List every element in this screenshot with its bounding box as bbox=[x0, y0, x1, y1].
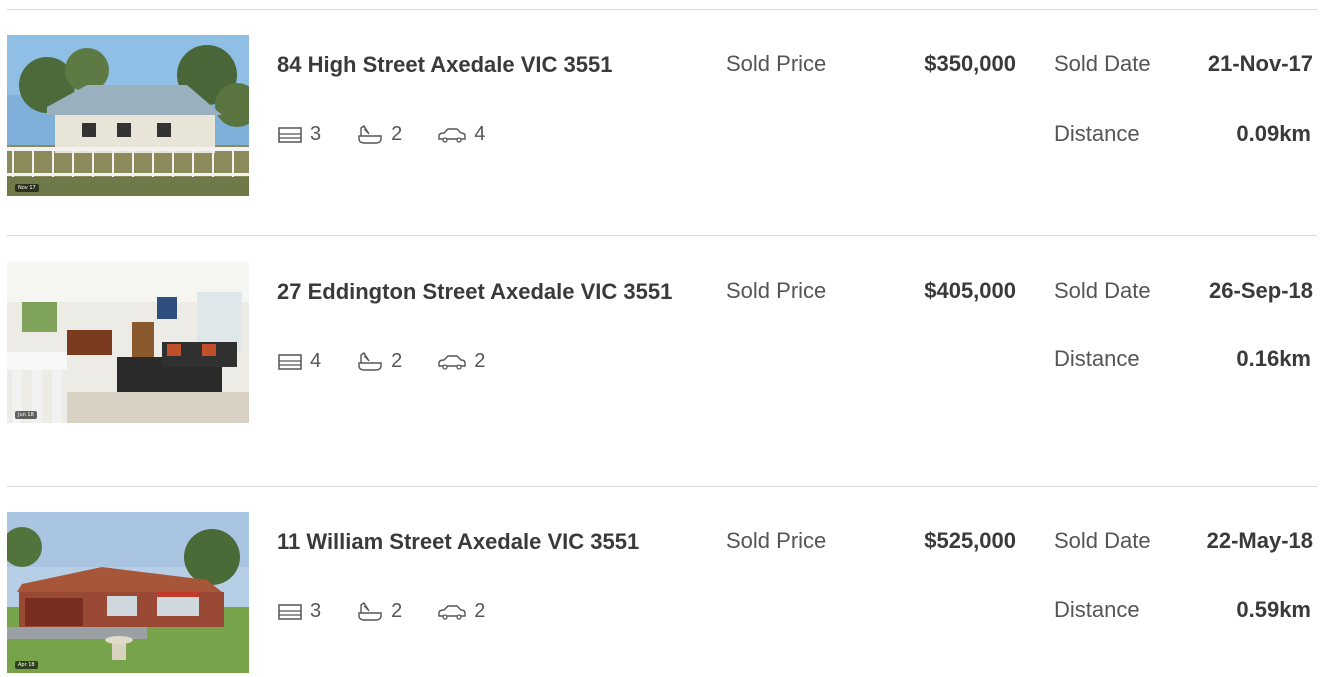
sold-date-value: 22-May-18 bbox=[1206, 528, 1313, 553]
property-photo[interactable] bbox=[7, 35, 249, 196]
bedroom-count: 3 bbox=[310, 123, 322, 145]
property-photo[interactable] bbox=[7, 262, 249, 423]
property-address[interactable]: 27 Eddington Street Axedale VIC 3551 bbox=[277, 279, 673, 304]
bed-icon bbox=[278, 353, 302, 371]
bedroom-count: 4 bbox=[310, 350, 322, 372]
distance-value: 0.09km bbox=[1236, 121, 1311, 146]
sold-price-value: $405,000 bbox=[924, 278, 1016, 303]
sold-price-label: Sold Price bbox=[726, 278, 827, 303]
car-icon bbox=[438, 604, 466, 620]
sold-date-value: 26-Sep-18 bbox=[1209, 278, 1313, 303]
divider bbox=[7, 235, 1317, 236]
property-address[interactable]: 11 William Street Axedale VIC 3551 bbox=[277, 529, 640, 554]
bath-icon bbox=[357, 602, 383, 622]
distance-label: Distance bbox=[1054, 121, 1140, 146]
sold-date-label: Sold Date bbox=[1054, 51, 1151, 76]
bathrooms bbox=[357, 350, 402, 373]
car-spaces bbox=[438, 123, 485, 146]
bed-icon bbox=[278, 603, 302, 621]
distance-label: Distance bbox=[1054, 346, 1140, 371]
divider bbox=[7, 486, 1317, 487]
divider bbox=[7, 9, 1317, 10]
property-address[interactable]: 84 High Street Axedale VIC 3551 bbox=[277, 52, 613, 77]
bathroom-count: 2 bbox=[391, 600, 403, 622]
bedrooms bbox=[278, 600, 321, 623]
car-spaces bbox=[438, 350, 485, 373]
bedrooms bbox=[278, 123, 321, 146]
bathrooms bbox=[357, 123, 402, 146]
distance-value: 0.16km bbox=[1236, 346, 1311, 371]
car-count: 2 bbox=[474, 600, 486, 622]
car-count: 2 bbox=[474, 350, 486, 372]
distance-label: Distance bbox=[1054, 597, 1140, 622]
property-photo[interactable] bbox=[7, 512, 249, 673]
bath-icon bbox=[357, 352, 383, 372]
sold-price-value: $525,000 bbox=[924, 528, 1016, 553]
listing-card[interactable] bbox=[0, 262, 1327, 427]
sold-price-label: Sold Price bbox=[726, 51, 827, 76]
property-features bbox=[278, 600, 521, 623]
photo-date-tag: Jun 18 bbox=[15, 411, 37, 419]
listing-card[interactable] bbox=[0, 512, 1327, 677]
bedrooms bbox=[278, 350, 321, 373]
listing-card[interactable] bbox=[0, 35, 1327, 200]
bathrooms bbox=[357, 600, 402, 623]
bathroom-count: 2 bbox=[391, 350, 403, 372]
photo-date-tag: Nov 17 bbox=[15, 184, 39, 192]
distance-value: 0.59km bbox=[1236, 597, 1311, 622]
photo-date-tag: Apr 18 bbox=[15, 661, 38, 669]
bedroom-count: 3 bbox=[310, 600, 322, 622]
bath-icon bbox=[357, 125, 383, 145]
car-spaces bbox=[438, 600, 485, 623]
sold-price-value: $350,000 bbox=[924, 51, 1016, 76]
bathroom-count: 2 bbox=[391, 123, 403, 145]
car-icon bbox=[438, 354, 466, 370]
sold-price-label: Sold Price bbox=[726, 528, 827, 553]
bed-icon bbox=[278, 126, 302, 144]
property-features bbox=[278, 350, 521, 373]
car-icon bbox=[438, 127, 466, 143]
sold-date-value: 21-Nov-17 bbox=[1207, 51, 1313, 76]
sold-date-label: Sold Date bbox=[1054, 528, 1151, 553]
property-features bbox=[278, 123, 521, 146]
car-count: 4 bbox=[474, 123, 486, 145]
sold-date-label: Sold Date bbox=[1054, 278, 1151, 303]
